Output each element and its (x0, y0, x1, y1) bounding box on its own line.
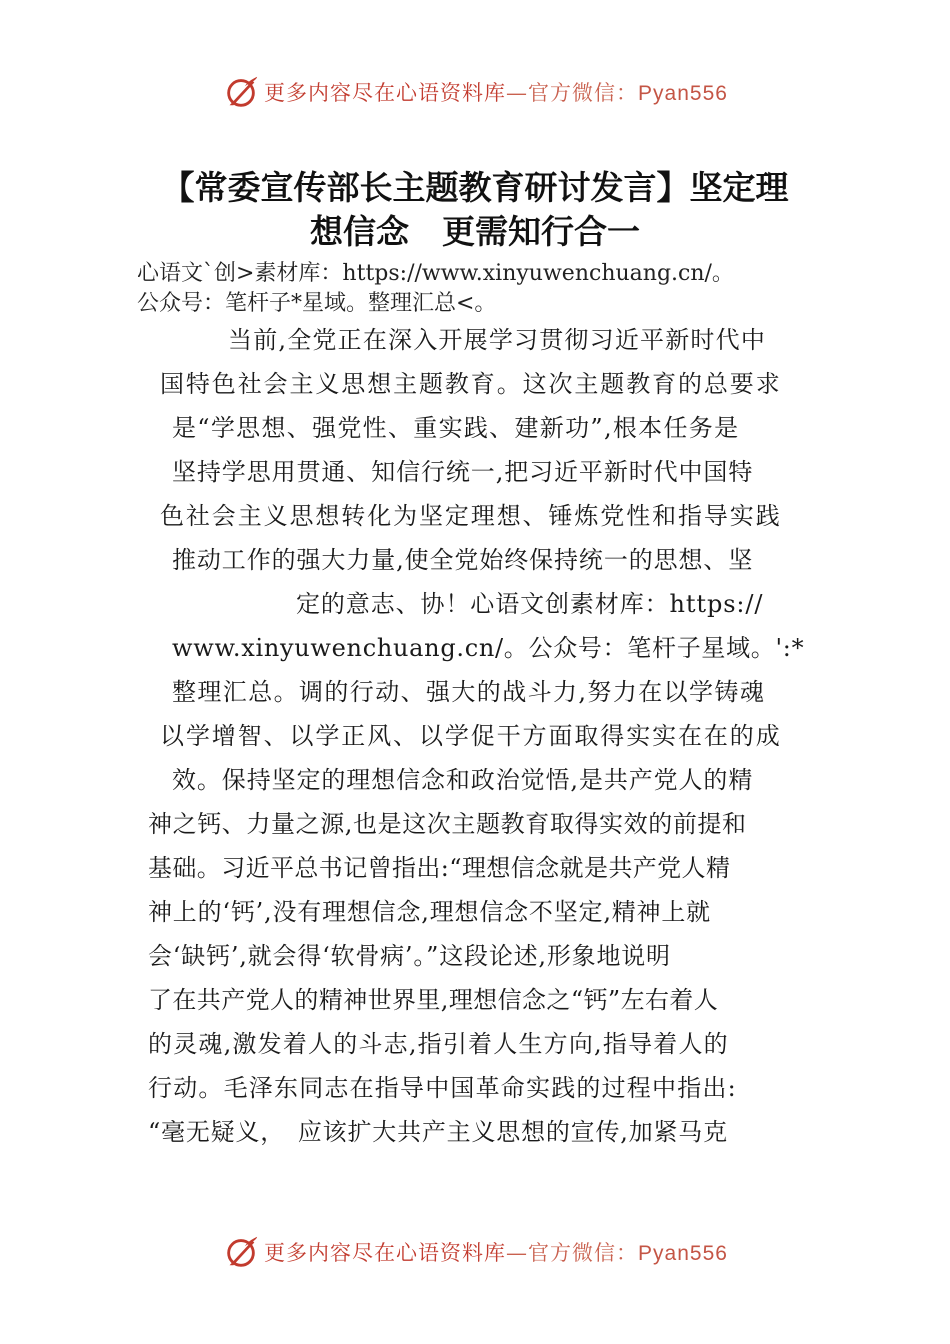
footer-banner (0, 1232, 950, 1272)
body-line: www.xinyuwenchuang.cn/。公众号：笔杆子星域。':* (172, 634, 805, 662)
header-banner (0, 72, 950, 112)
body-line: 神之钙、力量之源,也是这次主题教育取得实效的前提和 (148, 810, 747, 838)
body-line: “毫无疑义， 应该扩大共产主义思想的宣传,加紧马克 (148, 1118, 728, 1146)
source-note (137, 259, 827, 319)
body-line: 基础。习近平总书记曾指出:“理想信念就是共产党人精 (148, 854, 731, 882)
body-line: 当前,全党正在深入开展学习贯彻习近平新时代中 (228, 326, 767, 354)
title-line: 想信念 更需知行合一 (310, 212, 640, 251)
body-line: 行动。毛泽东同志在指导中国革命实践的过程中指出: (148, 1074, 737, 1102)
body-line: 推动工作的强大力量,使全党始终保持统一的思想、坚 (172, 546, 754, 574)
body-line: 会‘缺钙’,就会得‘软骨病’。”这段论述,形象地说明 (148, 942, 671, 970)
body-line: 国特色社会主义思想主题教育。这次主题教育的总要求 (160, 370, 782, 398)
banner-wechat-label: 官方微信： (528, 1241, 639, 1265)
banner-promo: 更多内容尽在心语资料库 (264, 81, 507, 105)
banner-account: Pyan556 (638, 82, 728, 105)
source-line: 公众号：笔杆子*星域。整理汇总<。 (137, 291, 497, 316)
banner-separator: — (506, 81, 529, 105)
body-line: 定的意志、协！心语文创素材库：https:// (296, 590, 764, 618)
body-line: 了在共产党人的精神世界里,理想信念之“钙”左右着人 (148, 986, 719, 1014)
body-line: 整理汇总。调的行动、强大的战斗力,努力在以学铸魂 (172, 678, 766, 706)
document-title (120, 166, 830, 254)
body-line: 是“学思想、强党性、重实践、建新功”,根本任务是 (172, 414, 740, 442)
quill-circle-logo-icon (222, 73, 260, 111)
body-line: 的灵魂,激发着人的斗志,指引着人生方向,指导着人的 (148, 1030, 729, 1058)
banner-promo: 更多内容尽在心语资料库 (264, 1241, 507, 1265)
body-line: 坚持学思用贯通、知信行统一,把习近平新时代中国特 (172, 458, 754, 486)
body-line: 神上的‘钙’,没有理想信念,理想信念不坚定,精神上就 (148, 898, 711, 926)
banner-text (264, 77, 728, 107)
banner-separator: — (506, 1241, 529, 1265)
title-line: 【常委宣传部长主题教育研讨发言】坚定理 (161, 168, 789, 207)
banner-text (264, 1237, 728, 1267)
body-line: 色社会主义思想转化为坚定理想、锤炼党性和指导实践 (160, 502, 782, 530)
banner-account: Pyan556 (638, 1242, 728, 1265)
body-line: 以学增智、以学正风、以学促干方面取得实实在在的成 (160, 722, 782, 750)
body-line: 效。保持坚定的理想信念和政治觉悟,是共产党人的精 (172, 766, 754, 794)
quill-circle-logo-icon (222, 1233, 260, 1271)
banner-wechat-label: 官方微信： (528, 81, 639, 105)
source-line: 心语文`创>素材库：https://www.xinyuwenchuang.cn/。 (137, 261, 734, 286)
